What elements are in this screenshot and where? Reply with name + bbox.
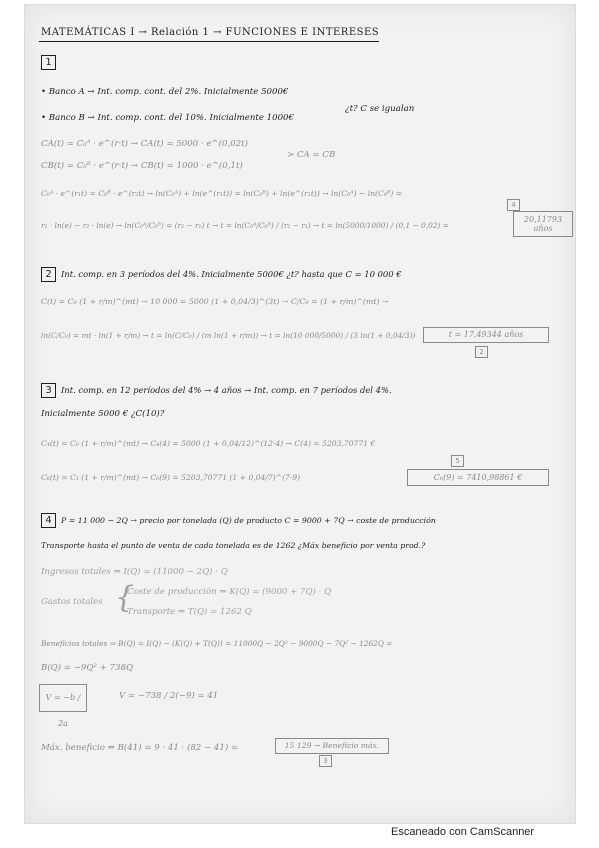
s4-gastos-label: Gastos totales [41,597,103,607]
section-number-4: 4 [41,513,56,528]
s1-line-bank-a: • Banco A → Int. comp. cont. del 2%. Inicialmente 5000€ [41,87,289,97]
s4-gastos-produccion: Coste de producción ⇒ K(Q) = (9000 + 7Q) · Q [127,587,332,597]
s1-equation-2: CB(t) = C₀ᴮ · e^(r·t) → CB(t) = 1000 · e^(0,1t) [41,161,243,171]
s3-equation-2: C₆(t) = C₁ (1 + r/m)^(mt) → C₆(9) = 5203,70771 (1 + 0,04/7)^(7·9) [41,473,301,482]
notebook-page [24,4,576,824]
s2-statement: Int. comp. en 3 períodos del 4%. Inicialmente 5000€ ¿t? hasta que C = 10 000 € [61,269,402,279]
s3-initial-capital: Inicialmente 5000 € ¿C(10)? [41,409,165,419]
s4-gastos-brace: { [115,580,135,615]
s3-statement: Int. comp. en 12 períodos del 4% → 4 años → Int. comp. en 7 períodos del 4%. [61,385,392,395]
s1-equation-2-right: > CA = CB [287,150,336,160]
s3-equation-1: C₄(t) = C₀ (1 + r/m)^(mt) → C₄(4) = 5000 (1 + 0,04/12)^(12·4) → C(4) = 5203,70771 € [41,439,376,448]
page-title: MATEMÁTICAS I → Relación 1 → FUNCIONES E INTERESES [41,27,380,38]
s2-equation-1: C(t) = C₀ (1 + r/m)^(mt) → 10 000 = 5000 (1 + 0,04/3)^(3t) → C/C₀ = (1 + r/m)^(mt) → [41,297,389,306]
s4-bq: B(Q) = −9Q² + 738Q [41,663,134,673]
s2-tag: 2 [475,346,488,358]
s4-gastos-transporte: Transporte ⇒ T(Q) = 1262 Q [127,607,252,617]
s1-result-box: 20,11793 años [513,211,573,237]
s1-tag: 4 [507,199,520,211]
section-number-3: 3 [41,383,56,398]
s4-result-box: 15 129 → Beneficio máx. [275,738,389,754]
s1-equation-1: CA(t) = C₀ᴬ · e^(r·t) → CA(t) = 5000 · e^(0,02t) [41,139,248,149]
s3-result-box: C₆(9) = 7410,98861 € [407,469,549,486]
section-number-1: 1 [41,55,56,70]
s4-ingresos: Ingresos totales ⇒ I(Q) = (11000 − 2Q) · Q [41,567,228,577]
s2-equation-2: ln(C/C₀) = mt · ln(1 + r/m) → t = ln(C/C₀) / (m ln(1 + r/m)) → t = ln(10 000/5000) / (3 ln(1 + 0,04/3)) [41,331,416,340]
s1-equation-4: r₁ · ln(e) − r₂ · ln(e) → ln(C₀ᴬ/C₀ᴮ) = (r₂ − r₁) t → t = ln(C₀ᴬ/C₀ᴮ) / (r₂ − r₁) → t = ln(5000/1000) / (0,1 − 0,02) = [41,221,449,230]
s4-max-line: Máx. beneficio ⇒ B(41) = 9 · 41 · (82 − 41) = [41,743,239,753]
s4-vertex-calc: V = −738 / 2(−9) = 41 [119,691,219,701]
scanner-watermark: Escaneado con CamScanner [391,826,535,838]
s1-question: ¿t? C se igualan [345,104,415,114]
s3-tag: 5 [451,455,464,467]
s4-beneficios: Beneficios totales ⇒ B(Q) = I(Q) − (K(Q) + T(Q)) = 11000Q − 2Q² − 9000Q − 7Q² − 1262Q = [41,639,393,648]
corner-flourish-icon [573,7,576,37]
s4-tag: 3 [319,755,332,767]
s1-equation-3: C₀ᴬ · e^(r₁t) = C₀ᴮ · e^(r₂t) → ln(C₀ᴬ) + ln(e^(r₁t)) = ln(C₀ᴮ) + ln(e^(r₂t)) → ln(C₀ᴬ) − ln(C₀ᴮ) = [41,189,403,198]
s4-vertex-formula-box: V = −b / 2a [39,684,87,712]
s4-price-line: P = 11 000 − 2Q → precio por tonelada (Q) de producto C = 9000 + 7Q → coste de producción [61,516,436,525]
section-number-2: 2 [41,267,56,282]
title-underline [39,41,379,42]
s2-result-box: t = 17,49344 años [423,327,549,343]
s4-transport-line: Transporte hasta el punto de venta de cada tonelada es de 1262 ¿Máx beneficio por venta prod.? [41,541,426,550]
s1-line-bank-b: • Banco B → Int. comp. cont. del 10%. Inicialmente 1000€ [41,113,294,123]
